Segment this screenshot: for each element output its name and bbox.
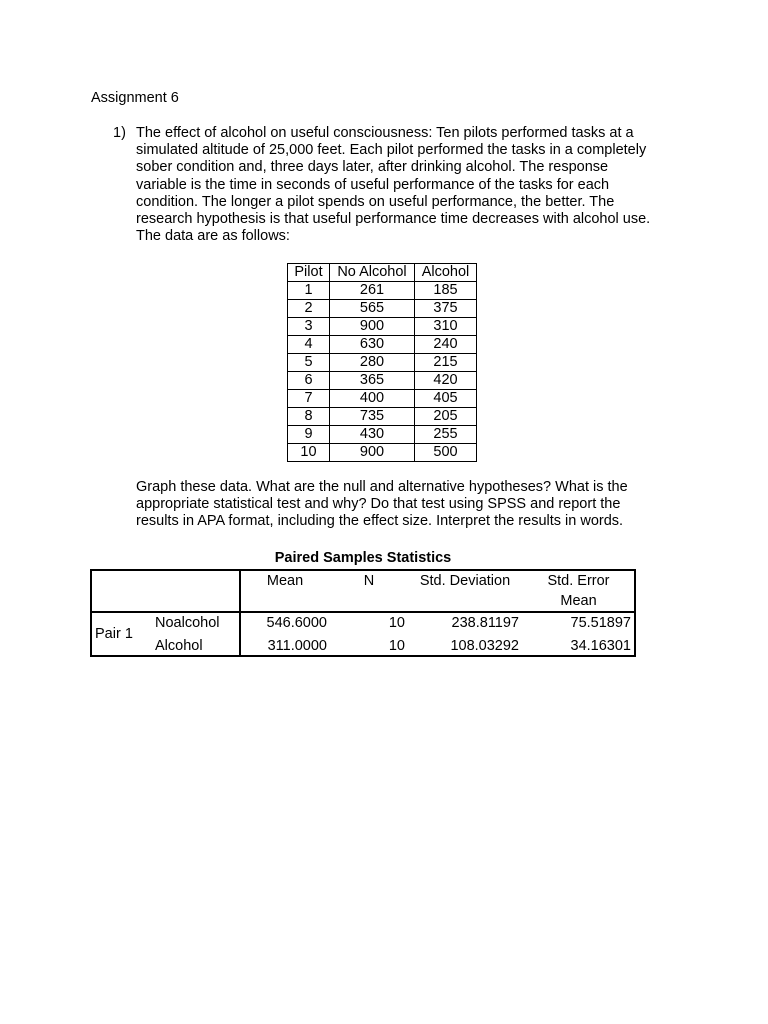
- cell-pilot: 8: [288, 408, 330, 426]
- column-header-alcohol: Alcohol: [415, 264, 477, 282]
- cell-no-alcohol: 365: [330, 372, 415, 390]
- cell-no-alcohol: 900: [330, 318, 415, 336]
- stats-header-std-deviation: Std. Deviation: [419, 573, 511, 589]
- table-row: [288, 318, 477, 336]
- question-line: condition. The longer a pilot spends on useful performance, the better. The: [136, 193, 615, 210]
- stats-header-std-error: Std. Error: [547, 573, 610, 589]
- cell-alcohol: 205: [415, 408, 477, 426]
- stats-table-title: Paired Samples Statistics: [274, 550, 452, 566]
- table-row: [288, 300, 477, 318]
- cell-std-error: 34.16301: [570, 638, 631, 654]
- column-header-no-alcohol: No Alcohol: [330, 264, 415, 282]
- cell-no-alcohol: 280: [330, 354, 415, 372]
- question-line: The effect of alcohol on useful consciousness: Ten pilots performed tasks at a: [136, 125, 634, 141]
- table-row: [288, 282, 477, 300]
- table-row: [288, 336, 477, 354]
- question-line: variable is the time in seconds of useful performance of the tasks for each: [136, 176, 610, 193]
- cell-alcohol: 255: [415, 426, 477, 444]
- table-row: [288, 444, 477, 462]
- cell-pilot: 6: [288, 372, 330, 390]
- cell-no-alcohol: 630: [330, 336, 415, 354]
- cell-pilot: 4: [288, 336, 330, 354]
- cell-no-alcohol: 900: [330, 444, 415, 462]
- cell-no-alcohol: 430: [330, 426, 415, 444]
- cell-pilot: 2: [288, 300, 330, 318]
- pair-label: Pair 1: [95, 626, 133, 642]
- cell-no-alcohol: 565: [330, 300, 415, 318]
- row-label-alcohol: Alcohol: [155, 638, 203, 654]
- instructions-text: [136, 479, 696, 531]
- cell-alcohol: 310: [415, 318, 477, 336]
- paired-samples-statistics-table: [90, 569, 636, 657]
- instruction-line: Graph these data. What are the null and alternative hypotheses? What is the: [136, 479, 628, 495]
- pilot-data-table: [287, 263, 477, 462]
- column-header-pilot: Pilot: [288, 264, 330, 282]
- table-header-row: [288, 264, 477, 282]
- instruction-line: appropriate statistical test and why? Do that test using SPSS and report the: [136, 496, 621, 513]
- question-line: research hypothesis is that useful performance time decreases with alcohol use.: [136, 211, 651, 228]
- cell-pilot: 3: [288, 318, 330, 336]
- cell-mean: 311.0000: [267, 638, 327, 654]
- cell-no-alcohol: 735: [330, 408, 415, 426]
- stats-header-mean: Mean: [266, 573, 304, 589]
- page-heading: Assignment 6: [91, 90, 179, 106]
- row-label-noalcohol: Noalcohol: [155, 615, 220, 631]
- cell-pilot: 9: [288, 426, 330, 444]
- stats-header-divider: [90, 611, 636, 613]
- cell-n: 10: [388, 615, 405, 631]
- question-line: The data are as follows:: [136, 228, 290, 245]
- question-line: sober condition and, three days later, after drinking alcohol. The response: [136, 159, 609, 176]
- cell-alcohol: 240: [415, 336, 477, 354]
- cell-pilot: 10: [288, 444, 330, 462]
- stats-header-n: N: [363, 573, 375, 589]
- cell-alcohol: 185: [415, 282, 477, 300]
- table-row: [288, 408, 477, 426]
- question-text: [136, 125, 696, 245]
- question-number: 1): [113, 125, 126, 141]
- table-row: [288, 426, 477, 444]
- cell-n: 10: [388, 638, 405, 654]
- cell-no-alcohol: 400: [330, 390, 415, 408]
- cell-std-error: 75.51897: [570, 615, 631, 631]
- cell-pilot: 5: [288, 354, 330, 372]
- cell-alcohol: 375: [415, 300, 477, 318]
- cell-alcohol: 420: [415, 372, 477, 390]
- table-row: [288, 372, 477, 390]
- cell-std-deviation: 108.03292: [450, 638, 519, 654]
- cell-alcohol: 215: [415, 354, 477, 372]
- stats-header-std-error-mean: Mean: [560, 593, 597, 609]
- question-line: simulated altitude of 25,000 feet. Each pilot performed the tasks in a completely: [136, 142, 647, 159]
- cell-alcohol: 500: [415, 444, 477, 462]
- table-row: [288, 390, 477, 408]
- cell-pilot: 1: [288, 282, 330, 300]
- cell-pilot: 7: [288, 390, 330, 408]
- cell-alcohol: 405: [415, 390, 477, 408]
- instruction-line: results in APA format, including the effect size. Interpret the results in words.: [136, 513, 624, 530]
- cell-std-deviation: 238.81197: [451, 615, 519, 631]
- table-row: [288, 354, 477, 372]
- cell-mean: 546.6000: [266, 615, 327, 631]
- cell-no-alcohol: 261: [330, 282, 415, 300]
